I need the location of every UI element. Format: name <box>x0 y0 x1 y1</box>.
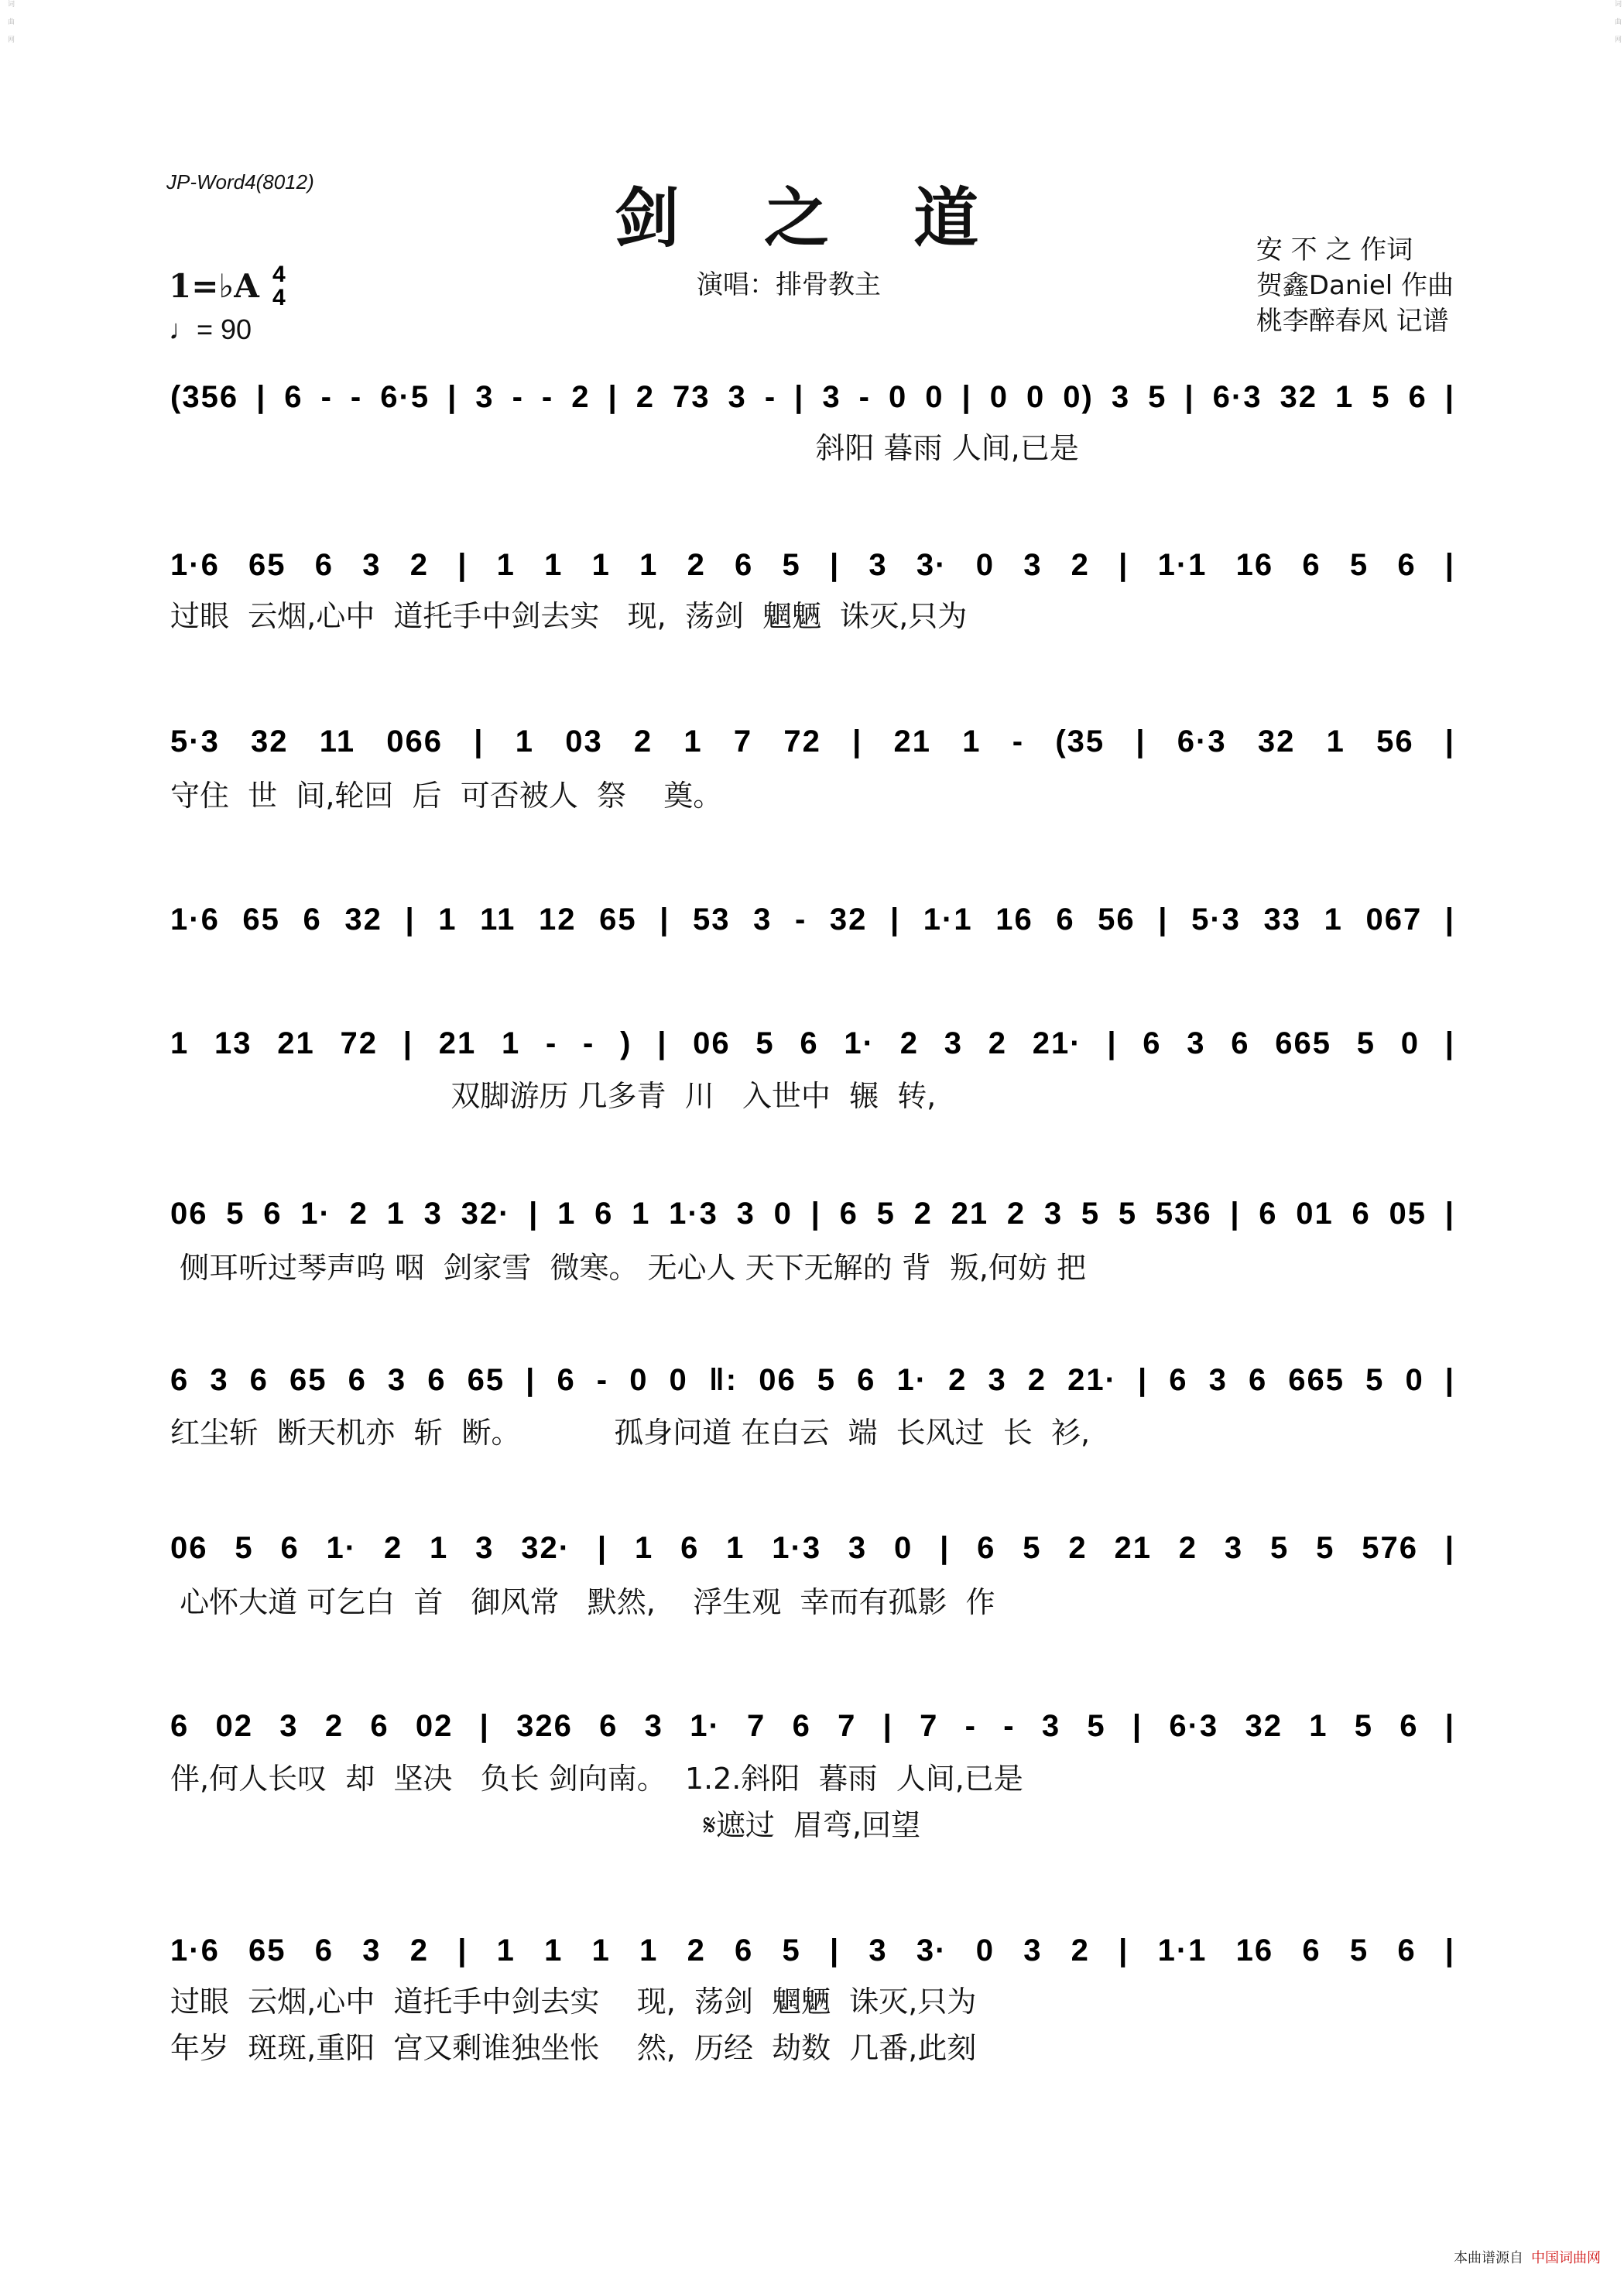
composer-credit: 贺鑫Daniel 作曲 <box>1256 270 1454 301</box>
notation-line: 1·6 65 6 32 | 1 11 12 65 | 53 3 - 32 | 1·1 16 6 56 | 5·3 33 1 067 | <box>170 902 1455 937</box>
notation-line: 1·6 65 6 3 2 | 1 1 1 1 2 6 5 | 3 3· 0 3 2 | 1·1 16 6 5 6 | <box>170 548 1455 582</box>
time-signature-bottom: 4 <box>272 285 286 310</box>
left-watermark-strip: 词曲网 <box>6 0 14 53</box>
lyric-line: 侧耳听过琴声呜 咽 剑家雪 微寒。 无心人 天下无解的 背 叛,何妨 把 <box>170 1251 1087 1285</box>
lyricist-credit: 安 不 之 作词 <box>1256 235 1413 265</box>
lyric-line: 伴,何人长叹 却 坚决 负长 剑向南。 1.2.斜阳 暮雨 人间,已是 <box>170 1762 1023 1796</box>
notation-line: 6 3 6 65 6 3 6 65 | 6 - 0 0 ‖: 06 5 6 1· 2 3 2 21· | 6 3 6 665 5 0 | <box>170 1363 1455 1397</box>
notation-line: 6 02 3 2 6 02 | 326 6 3 1· 7 6 7 | 7 - - 3 5 | 6·3 32 1 5 6 | <box>170 1709 1455 1743</box>
notation-line: 1 13 21 72 | 21 1 - - ) | 06 5 6 1· 2 3 2 21· | 6 3 6 665 5 0 | <box>170 1026 1455 1060</box>
composer-credits <box>1256 232 1454 339</box>
time-signature <box>272 263 286 310</box>
lyric-line: 过眼 云烟,心中 道托手中剑去实 现, 荡剑 魍魉 诛灭,只为 <box>170 599 968 633</box>
notation-line: 1·6 65 6 3 2 | 1 1 1 1 2 6 5 | 3 3· 0 3 2 | 1·1 16 6 5 6 | <box>170 1933 1455 1968</box>
tempo-marking: ♩= 90 <box>169 313 252 345</box>
footer-source-label: 本曲谱源自 <box>1454 2250 1523 2266</box>
notation-line: (356 | 6 - - 6·5 | 3 - - 2 | 2 73 3 - | 3 - 0 0 | 0 0 0) 3 5 | 6·3 32 1 5 6 | <box>170 380 1455 414</box>
lyric-line: 斜阳 暮雨 人间,已是 <box>170 431 1079 465</box>
song-title: 剑 之 道 <box>614 180 1010 256</box>
footer-source <box>1454 2247 1601 2267</box>
transcriber-credit: 桃李醉春风 记谱 <box>1256 306 1449 337</box>
source-tag: JP-Word4(8012) <box>166 170 314 194</box>
key-signature: 1=♭A <box>169 267 259 305</box>
footer-site-link[interactable]: 中国词曲网 <box>1531 2250 1601 2266</box>
time-signature-top: 4 <box>272 262 286 287</box>
lyric-line: 过眼 云烟,心中 道托手中剑去实 现, 荡剑 魍魉 诛灭,只为 <box>170 1985 977 2019</box>
lyric-line: 双脚游历 几多青 川 入世中 辗 转, <box>170 1079 937 1113</box>
right-watermark-strip: 词曲网 <box>1613 0 1621 53</box>
notation-line: 06 5 6 1· 2 1 3 32· | 1 6 1 1·3 3 0 | 6 5 2 21 2 3 5 5 576 | <box>170 1531 1455 1565</box>
lyric-line: 守住 世 间,轮回 后 可否被人 祭 奠。 <box>170 779 723 813</box>
notation-line: 5·3 32 11 066 | 1 03 2 1 7 72 | 21 1 - (35 | 6·3 32 1 56 | <box>170 724 1455 759</box>
lyric-line: 心怀大道 可乞白 首 御风常 默然, 浮生观 幸而有孤影 作 <box>170 1585 995 1619</box>
lyric-line: 红尘斩 断天机亦 斩 断。 孤身问道 在白云 端 长风过 长 衫, <box>170 1416 1091 1450</box>
notation-line: 06 5 6 1· 2 1 3 32· | 1 6 1 1·3 3 0 | 6 5 2 21 2 3 5 5 536 | 6 01 6 05 | <box>170 1197 1455 1231</box>
lyric-line: 年岁 斑斑,重阳 宫又剩谁独坐怅 然, 历经 劫数 几番,此刻 <box>170 2031 977 2065</box>
singer-credit: 演唱：排骨教主 <box>697 269 881 300</box>
lyric-line: 𝄋遮过 眉弯,回望 <box>170 1808 921 1842</box>
